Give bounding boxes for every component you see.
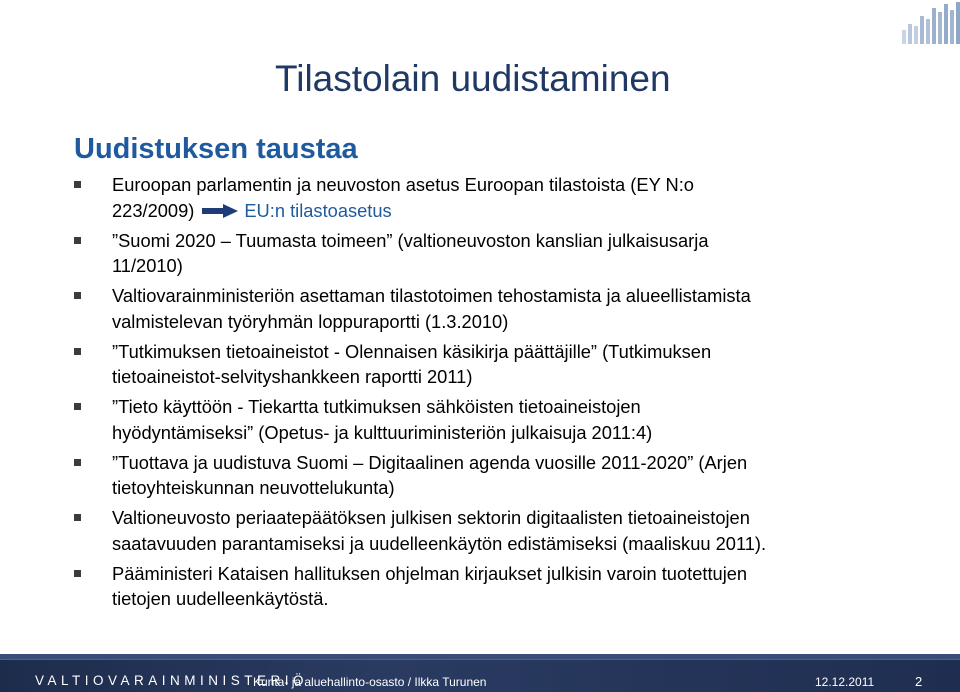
square-bullet-icon <box>74 403 81 410</box>
right-arrow-icon <box>202 204 238 218</box>
footer-page-number: 2 <box>915 674 923 689</box>
bullet-item <box>74 561 934 612</box>
footer-department: Kunta- ja aluehallinto-osasto / Ilkka Turunen <box>253 675 487 689</box>
bullet-item <box>74 450 934 501</box>
bullet-text: Valtioneuvosto periaatepäätöksen julkisen sektorin digitaalisten tietoaineistojen saatavuuden parantamiseksi ja uudelleenkäytön edistämiseksi (maaliskuu 2011). <box>112 507 767 554</box>
bullet-list <box>74 172 934 612</box>
bullet-item <box>74 505 934 556</box>
bar-chart-logo-icon <box>900 0 960 44</box>
square-bullet-icon <box>74 570 81 577</box>
bullet-item <box>74 172 934 223</box>
footer-ministry-name: VALTIOVARAINMINISTERIÖ <box>35 673 309 688</box>
footer-date: 12.12.2011 <box>815 675 875 689</box>
arrow-target-label: EU:n tilastoasetus <box>244 199 392 221</box>
square-bullet-icon <box>74 292 81 299</box>
square-bullet-icon <box>74 514 81 521</box>
bullet-text: Pääministeri Kataisen hallituksen ohjelman kirjaukset julkisin varoin tuotettujen tietojen uudelleenkäytöstä. <box>112 562 748 609</box>
footer-bar <box>0 654 960 692</box>
bullet-item <box>74 228 934 279</box>
bullet-item <box>74 394 934 445</box>
bullet-text: ”Tuottava ja uudistuva Suomi – Digitaalinen agenda vuosille 2011-2020” (Arjen tietoyhteiskunnan neuvottelukunta) <box>112 451 748 498</box>
square-bullet-icon <box>74 459 81 466</box>
square-bullet-icon <box>74 181 81 188</box>
slide-title: Tilastolain uudistaminen <box>275 58 671 99</box>
bullet-text: Euroopan parlamentin ja neuvoston asetus Euroopan tilastoista (EY N:o 223/2009) <box>112 174 694 221</box>
bullet-text: Valtiovarainministeriön asettaman tilastotoimen tehostamista ja alueellistamista valmistelevan työryhmän loppuraportti (1.3.2010) <box>112 285 751 332</box>
section-heading: Uudistuksen taustaa <box>74 133 358 165</box>
bullet-item <box>74 339 934 390</box>
square-bullet-icon <box>74 237 81 244</box>
bullet-text: ”Tieto käyttöön - Tiekartta tutkimuksen sähköisten tietoaineistojen hyödyntämiseksi” (Opetus- ja kulttuuriministeriön julkaisuja 2011:4) <box>112 396 653 443</box>
square-bullet-icon <box>74 348 81 355</box>
bullet-text: ”Suomi 2020 – Tuumasta toimeen” (valtioneuvoston kanslian julkaisusarja 11/2010) <box>112 229 709 276</box>
bullet-text: ”Tutkimuksen tietoaineistot - Olennaisen käsikirja päättäjille” (Tutkimuksen tietoaineistot-selvityshankkeen raportti 2011) <box>112 340 712 387</box>
bullet-item <box>74 283 934 334</box>
